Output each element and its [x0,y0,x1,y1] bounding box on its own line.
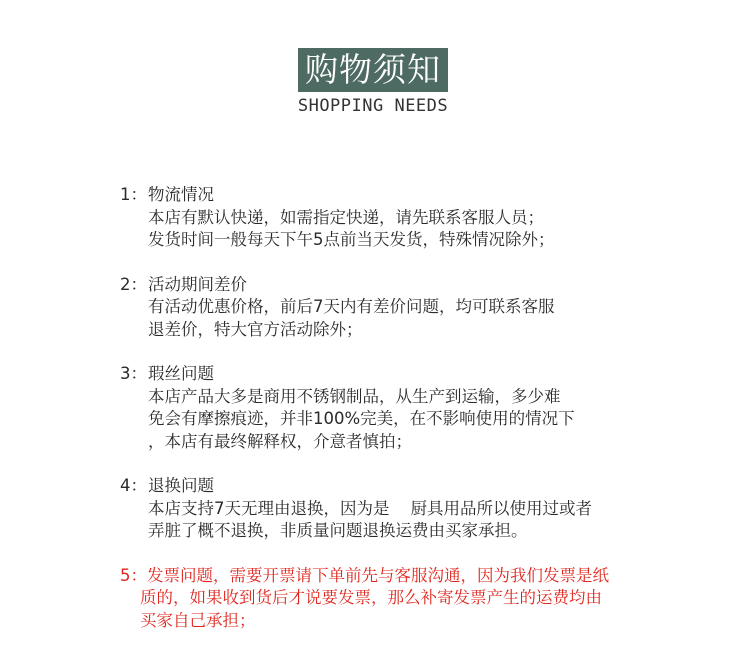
section-logistics [120,184,740,252]
section-line: 有活动优惠价格，前后7天内有差价问题，均可联系客服 [148,297,555,316]
page-subtitle: SHOPPING NEEDS [297,96,449,116]
section-number: 2： [120,274,147,294]
section-price-difference [120,274,740,342]
page-header [0,48,750,116]
section-title: 物流情况 [148,185,214,204]
page-title: 购物须知 [298,48,448,92]
section-heading [120,274,740,297]
section-flaws [120,363,740,453]
section-line: 质的，如果收到货后才说要发票，那么补寄发票产生的运费均由 [140,588,602,607]
section-line: 本店支持7天无理由退换，因为是 厨具用品所以使用过或者 [148,498,592,518]
section-line: 退差价，特大官方活动除外； [148,319,363,339]
section-number: 1： [120,185,147,204]
section-body [120,386,740,454]
section-line: 买家自己承担； [140,610,256,630]
section-number: 4： [120,476,147,495]
section-body [120,207,740,252]
section-line: ，本店有最终解释权，介意者慎拍； [148,431,412,451]
section-title: 瑕丝问题 [148,364,214,383]
section-title: 活动期间差价 [148,274,247,294]
section-body [120,587,740,632]
section-number: 3： [120,364,147,383]
notice-sections [120,184,740,654]
section-number: 5： [120,565,147,585]
section-line: 免会有摩擦痕迹，并非100%完美，在不影响使用的情况下 [148,409,575,428]
section-line: 发票问题，需要开票请下单前先与客服沟通，因为我们发票是纸 [147,565,609,585]
section-heading [120,363,740,386]
section-heading [120,565,740,588]
section-returns [120,475,740,543]
section-heading [120,184,740,207]
section-invoice-notice [120,565,740,633]
section-line: 本店有默认快递，如需指定快递，请先联系客服人员； [148,207,544,227]
section-line: 本店产品大多是商用不锈钢制品，从生产到运输，多少难 [148,386,561,406]
section-line: 发货时间一般每天下午5点前当天发货，特殊情况除外； [148,230,555,249]
section-body [120,296,740,341]
section-body [120,498,740,543]
section-line: 弄脏了概不退换，非质量问题退换运费由买家承担。 [148,521,528,540]
section-title: 退换问题 [148,476,214,495]
section-heading [120,475,740,498]
